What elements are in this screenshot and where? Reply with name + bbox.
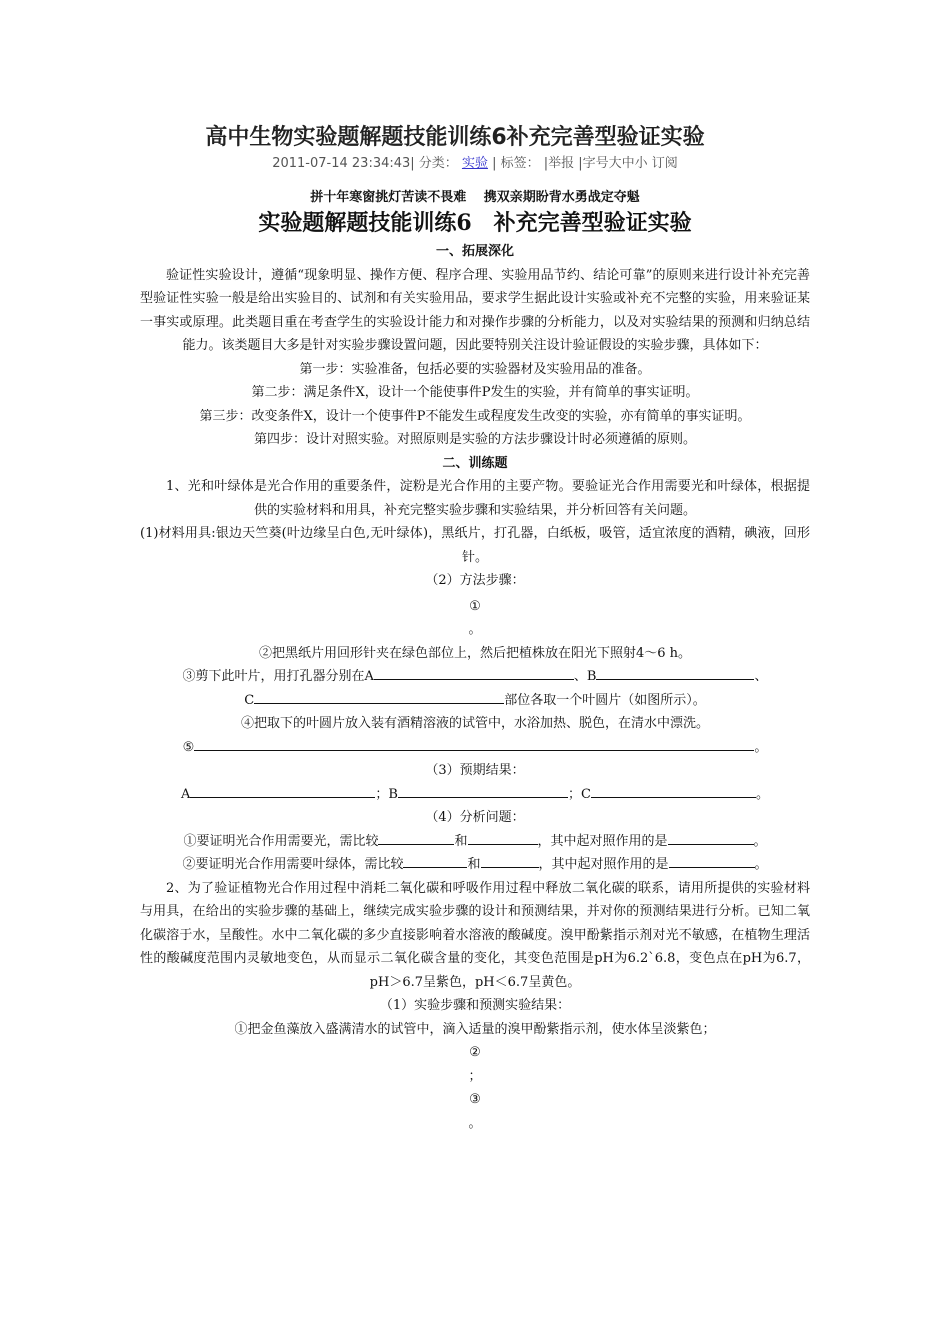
text: 。 — [754, 857, 768, 872]
question-2-step-2-end: ； — [468, 1068, 482, 1084]
text: ⑤ — [182, 739, 195, 755]
method-step-1-end: 。 — [468, 622, 482, 637]
expected-heading: （3）预期结果： — [425, 763, 525, 778]
answer-blank[interactable] — [403, 853, 467, 868]
answer-blank[interactable] — [194, 736, 754, 751]
text: 、B — [573, 669, 597, 684]
section-heading: 二、训练题 — [442, 455, 508, 471]
question-1-materials: (1)材料用具:银边天竺葵(叶边缘呈白色,无叶绿体)，黑纸片，打孔器，白纸板，吸管，适宜浓度的酒精，碘液，回形针。 — [140, 526, 810, 565]
category-link[interactable]: 实验 — [461, 156, 488, 171]
slogan: 拼十年寒窗挑灯苦读不畏难 携双亲期盼背水勇战定夺魁 — [310, 190, 640, 205]
answer-blank[interactable] — [398, 783, 568, 798]
question-2-intro: 2、为了验证植物光合作用过程中消耗二氧化碳和呼吸作用过程中释放二氧化碳的联系，请用所提供的实验材料与用具，在给出的实验步骤的基础上，继续完成实验步骤的设计和预测结果，并对你的预测结果进行分析。已知二氧化碳溶于水，呈酸性。水中二氧化碳的多少直接影响着水溶液的酸碱度。溴甲酚紫指示剂对光不敏感，在植物生理活性的酸碱度范围内灵敏地变色，从而显示二氧化碳含量的变化，其变色范围是pH为6.2`6.8，变色点在pH为6.7，pH＞6.7呈紫色，pH＜6.7呈黄色。 — [140, 880, 810, 990]
text: ①要证明光合作用需要光，需比较 — [183, 833, 379, 849]
text: 和 — [467, 857, 481, 872]
text: ，其中起对照作用的是 — [537, 833, 668, 849]
document-body — [140, 240, 810, 1135]
method-step-5 — [140, 736, 810, 760]
answer-blank[interactable] — [190, 783, 375, 798]
page-title: 高中生物实验题解题技能训练6补充完善型验证实验 — [205, 125, 705, 150]
intro-paragraph: 验证性实验设计，遵循“现象明显、操作方便、程序合理、实验用品节约、结论可靠”的原则来进行设计补充完善型验证性实验一般是给出实验目的、试剂和有关实验用品，要求学生据此设计实验或补充不完整的实验，用来验证某一事实或原理。此类题目重在考查学生的实验设计能力和对操作步骤的分析能力，以及对实验结果的预测和归纳总结能力。该类题目大多是针对实验步骤设置问题，因此要特别关注设计验证假设的实验步骤，具体如下： — [140, 267, 810, 353]
step-1: 第一步：实验准备，包括必要的实验器材及实验用品的准备。 — [299, 361, 651, 377]
answer-blank[interactable] — [254, 689, 504, 704]
question-2-step-3-end: 。 — [468, 1115, 482, 1131]
question-1-intro: 1、光和叶绿体是光合作用的重要条件，淀粉是光合作用的主要产物。要验证光合作用需要光和叶绿体，根据提供的实验材料和用具，补充完整实验步骤和实验结果，并分析回答有关问题。 — [166, 479, 810, 518]
answer-blank[interactable] — [481, 853, 539, 868]
document-title: 实验题解题技能训练6 补充完善型验证实验 — [258, 210, 692, 236]
method-heading: （2）方法步骤： — [425, 573, 525, 588]
text: 。 — [753, 833, 767, 849]
question-2-steps-heading: （1）实验步骤和预测实验结果： — [379, 998, 571, 1013]
method-step-3-cont — [140, 689, 810, 713]
text: 。 — [754, 739, 768, 755]
analysis-2 — [140, 853, 810, 877]
text: ③剪下此叶片，用打孔器分别在A — [182, 669, 374, 684]
text: A — [181, 786, 191, 802]
text: 和 — [454, 833, 468, 849]
method-step-3 — [140, 665, 810, 689]
text: ②要证明光合作用需要叶绿体，需比较 — [182, 857, 404, 872]
text: C — [244, 692, 255, 708]
method-step-2: ②把黑纸片用回形针夹在绿色部位上，然后把植株放在阳光下照射4～6 h。 — [258, 645, 692, 661]
answer-blank[interactable] — [378, 830, 454, 845]
text: ，其中起对照作用的是 — [538, 857, 669, 872]
step-3: 第三步：改变条件X，设计一个使事件P不能发生或程度发生改变的实验，亦有简单的事实证明。 — [199, 408, 751, 424]
text: 部位各取一个叶圆片（如图所示）。 — [504, 692, 706, 708]
step-4: 第四步：设计对照实验。对照原则是实验的方法步骤设计时必须遵循的原则。 — [253, 432, 696, 447]
step-2: 第二步：满足条件X，设计一个能使事件P发生的实验，并有简单的事实证明。 — [251, 385, 699, 400]
question-2-step-2: ② — [469, 1045, 481, 1060]
method-step-4: ④把取下的叶圆片放入装有酒精溶液的试管中，水浴加热、脱色，在清水中漂洗。 — [240, 716, 709, 731]
answer-blank[interactable] — [374, 665, 574, 680]
answer-blank[interactable] — [468, 830, 538, 845]
analysis-heading: （4）分析问题： — [425, 810, 525, 825]
post-actions[interactable]: | 标签： |举报 |字号大中小 订阅 — [492, 156, 678, 171]
section-heading: 一、拓展深化 — [435, 244, 514, 259]
text: 、 — [754, 669, 768, 684]
answer-blank[interactable] — [669, 853, 755, 868]
post-meta — [0, 152, 950, 171]
post-date-category: 2011-07-14 23:34:43| 分类： — [272, 156, 458, 171]
question-2-step-1: ①把金鱼藻放入盛满清水的试管中，滴入适量的溴甲酚紫指示剂，使水体呈淡紫色； — [234, 1021, 716, 1037]
question-2-step-3: ③ — [469, 1092, 481, 1107]
expected-results — [140, 783, 810, 807]
method-step-1: ① — [469, 598, 481, 614]
text: 。 — [755, 786, 769, 802]
text: ；C — [567, 786, 591, 802]
answer-blank[interactable] — [591, 783, 756, 798]
answer-blank[interactable] — [596, 665, 754, 680]
text: ；B — [375, 786, 398, 802]
analysis-1 — [140, 830, 810, 854]
answer-blank[interactable] — [668, 830, 754, 845]
